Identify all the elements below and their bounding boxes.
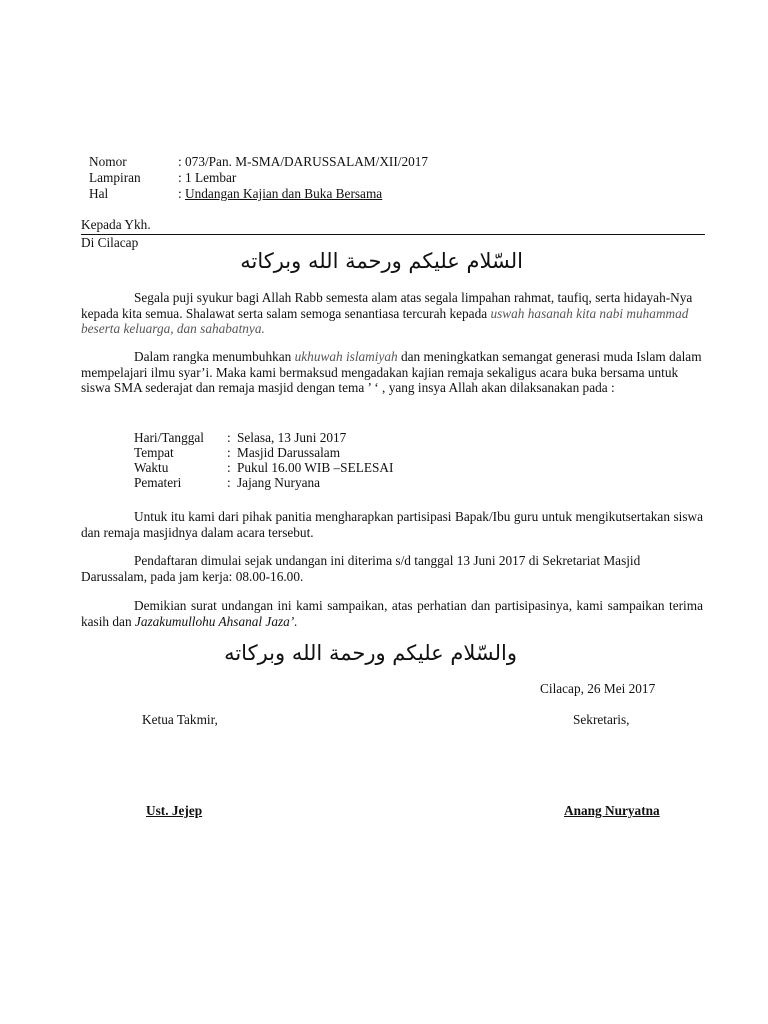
paragraph-5-emph: Jazakumullohu Ahsanal Jaza’.: [134, 613, 298, 629]
paragraph-3-text: Untuk itu kami dari pihak panitia mengharapkan partisipasi Bapak/Ibu guru untuk mengikutsertakan siswa dan remaja masjidnya dalam acara tersebut.: [81, 509, 703, 540]
detail-label: Pemateri: [134, 475, 182, 490]
detail-colon: :: [227, 430, 231, 445]
right-signatory-name: Anang Nuryatna: [564, 803, 660, 818]
paragraph-4-text: Pendaftaran dimulai sejak undangan ini diterima s/d tanggal 13 Juni 2017 di Sekretariat Masjid Darussalam, pada jam kerja: 08.00-16.00.: [81, 553, 641, 584]
paragraph-2-text-before: Dalam rangka menumbuhkan: [134, 349, 295, 364]
paragraph-2-emph: ukhuwah islamiyah: [294, 349, 398, 364]
header-divider: [81, 234, 705, 235]
recipient-line2: Di Cilacap: [81, 235, 139, 250]
right-signatory-title: Sekretaris,: [573, 712, 630, 727]
date-place: Cilacap, 26 Mei 2017: [540, 681, 656, 696]
paragraph-1: [81, 290, 703, 337]
detail-colon: :: [227, 460, 231, 475]
detail-value: Jajang Nuryana: [237, 475, 321, 490]
lampiran-label: Lampiran: [89, 170, 141, 185]
hal-colon: :: [178, 186, 186, 201]
detail-label: Waktu: [134, 460, 169, 475]
hal-label: Hal: [89, 186, 109, 201]
paragraph-2-text-after: dan meningkatkan semangat generasi muda Islam dalam mempelajari ilmu syar’i. Maka kami bermaksud mengadakan kajian remaja sekaligus acara buka bersama untuk siswa SMA sederajat dan remaja masjid dengan tema ’ ‘ , yang insya Allah akan dilaksanakan pada :: [81, 349, 702, 395]
left-signatory-name: Ust. Jejep: [146, 803, 203, 818]
greeting-close: والسّلام عليكم ورحمة الله وبركاته: [224, 641, 517, 665]
paragraph-3: [81, 509, 703, 540]
paragraph-1-emph: uswah hasanah: [490, 305, 573, 321]
detail-value: Pukul 16.00 WIB –SELESAI: [237, 460, 394, 475]
left-signatory-title: Ketua Takmir,: [142, 712, 218, 727]
nomor-label: Nomor: [89, 154, 127, 169]
greeting-open: السّلام عليكم ورحمة الله وبركاته: [240, 249, 523, 273]
detail-label: Tempat: [134, 445, 174, 460]
detail-colon: :: [227, 445, 231, 460]
paragraph-4: [81, 553, 703, 584]
hal-value: Undangan Kajian dan Buka Bersama: [185, 186, 383, 201]
nomor-value: : 073/Pan. M-SMA/DARUSSALAM/XII/2017: [178, 154, 429, 169]
paragraph-5-text: Demikian surat undangan ini kami sampaikan, atas perhatian dan partisipasinya, kami sampaikan terima kasih dan: [81, 598, 703, 629]
paragraph-2: [81, 349, 703, 396]
hal-field: [178, 186, 382, 202]
detail-value: Selasa, 13 Juni 2017: [237, 430, 347, 445]
paragraph-5: [81, 598, 703, 629]
detail-value: Masjid Darussalam: [237, 445, 341, 460]
detail-colon: :: [227, 475, 231, 490]
detail-label: Hari/Tanggal: [134, 430, 204, 445]
paragraph-1-text: Segala puji syukur bagi Allah Rabb semesta alam atas segala limpahan rahmat, taufiq, serta hidayah-Nya kepada kita semua. Shalawat serta salam semoga senantiasa tercurah kepada: [81, 290, 693, 321]
paragraph-1-text-after: kita nabi muhammad beserta keluarga, dan sahabatnya.: [81, 305, 689, 336]
lampiran-value: : 1 Lembar: [178, 170, 237, 185]
recipient-line1: Kepada Ykh.: [81, 217, 151, 232]
